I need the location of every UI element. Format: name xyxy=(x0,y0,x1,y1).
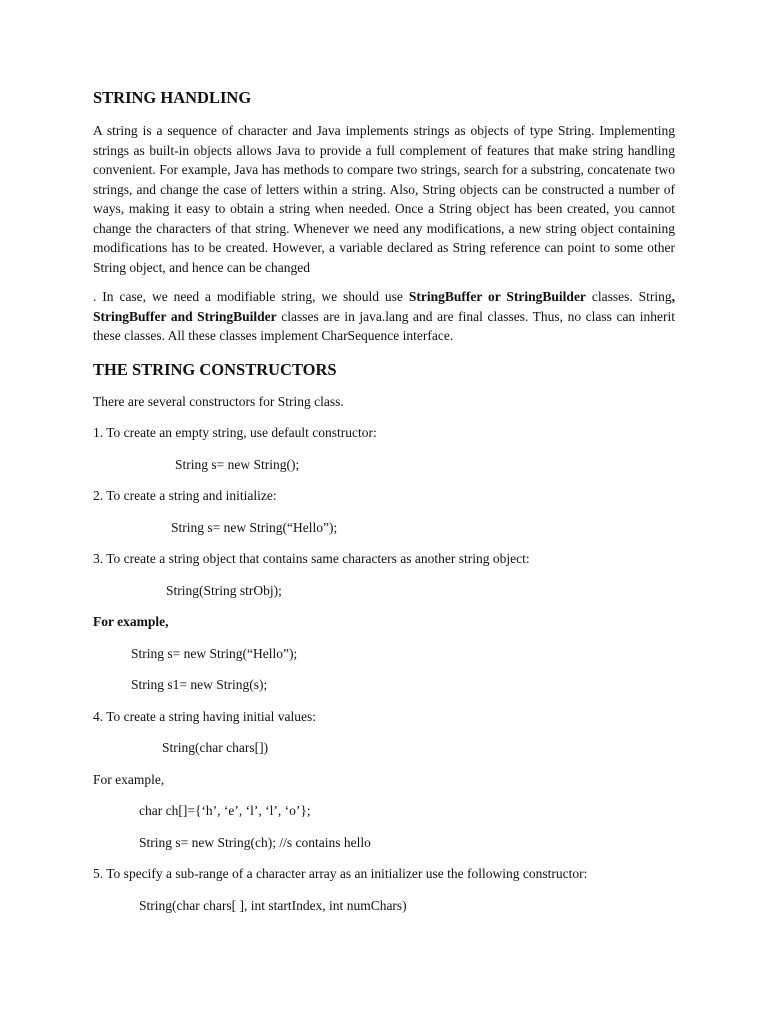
heading-string-handling: STRING HANDLING xyxy=(93,88,252,107)
code-4: String(char chars[]) xyxy=(162,740,269,755)
code-3b: String s1= new String(s); xyxy=(131,677,268,692)
item-2: 2. To create a string and initialize: xyxy=(93,488,277,503)
code-1: String s= new String(); xyxy=(175,456,300,472)
code-5: String(char chars[ ], int startIndex, int numChars) xyxy=(139,897,407,913)
code-4a: char ch[]={‘h’, ‘e’, ‘l’, ‘l’, ‘o’}; xyxy=(139,803,311,818)
code-3: String(String strObj); xyxy=(166,582,282,598)
item-4: 4. To create a string having initial values: xyxy=(93,708,316,724)
code-3a: String s= new String(“Hello”); xyxy=(131,645,298,661)
example-heading-plain: For example, xyxy=(93,771,165,787)
item-1: 1. To create an empty string, use default constructor: xyxy=(93,425,377,440)
constructors-intro: There are several constructors for String class. xyxy=(93,393,344,409)
para2-bold-2: , StringBuffer and StringBuilder xyxy=(93,289,676,324)
document-page xyxy=(93,88,675,915)
para2-text-1: . In case, we need a modifiable string, we should use xyxy=(93,289,409,304)
example-heading-bold xyxy=(93,612,675,632)
modifiable-string-paragraph xyxy=(93,287,675,346)
para2-text-2: classes. String xyxy=(585,289,672,304)
item-3: 3. To create a string object that contains same characters as another string object: xyxy=(93,551,530,566)
para2-text-3: classes are in java.lang and are final classes. Thus, no class can inherit these classes. All these classes implement CharSequence interface. xyxy=(93,308,675,343)
item-5: 5. To specify a sub-range of a character array as an initializer use the following constructor: xyxy=(93,866,588,881)
heading-string-constructors: THE STRING CONSTRUCTORS xyxy=(93,359,337,379)
para2-bold-1: StringBuffer or StringBuilder xyxy=(408,289,586,304)
example-bold-text: For example, xyxy=(93,614,169,629)
code-4b: String s= new String(ch); //s contains hello xyxy=(139,834,371,850)
code-2: String s= new String(“Hello”); xyxy=(171,519,338,535)
intro-paragraph: A string is a sequence of character and Java implements strings as objects of type String. Implementing strings as built-in objects allows Java to provide a full complement of features that make string handling convenient. For example, Java has methods to compare two strings, search for a substring, concatenate two strings, and change the case of letters within a string. Also, String objects can be constructed a number of ways, making it easy to obtain a string when needed. Once a String object has been created, you cannot change the characters of that string. Whenever we need any modifications, a new string object containing modifications has to be created. However, a variable declared as String reference can point to some other String object, and hence can be changed xyxy=(93,123,675,275)
